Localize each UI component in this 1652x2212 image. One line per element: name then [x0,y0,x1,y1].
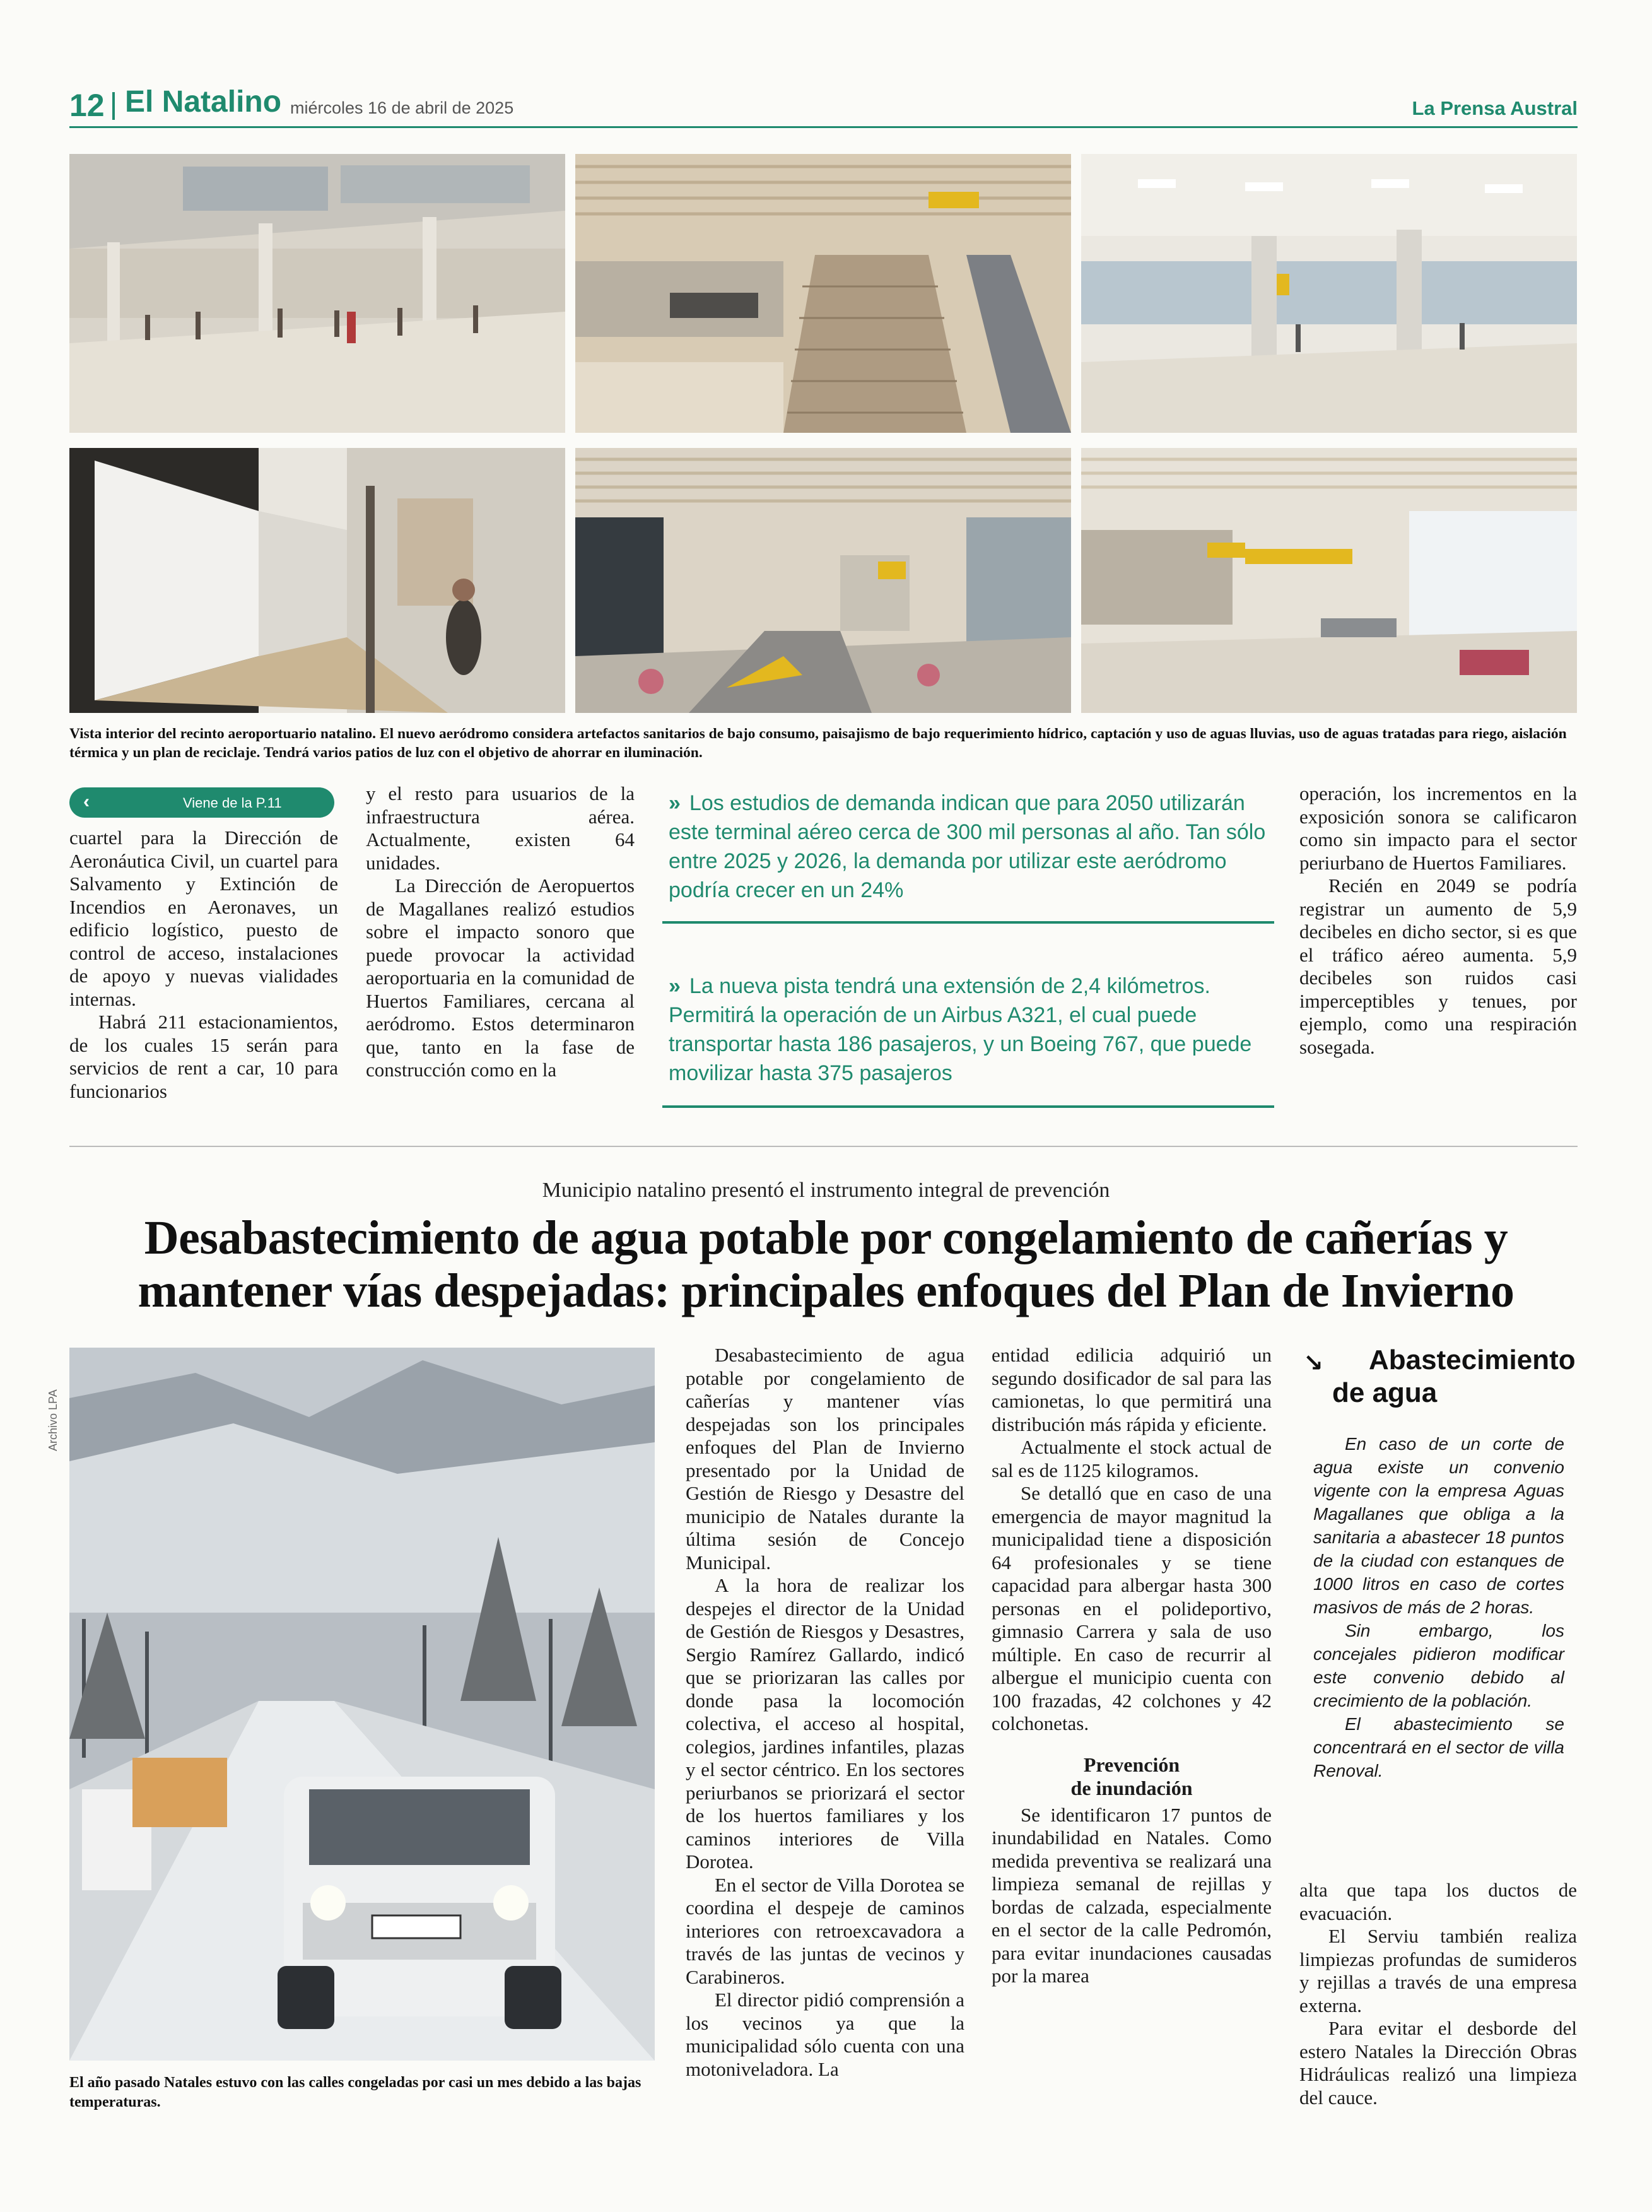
paragraph: Para evitar el desborde del estero Natales la Dirección Obras Hidráulicas realizó una limpieza del cauce. [1299,2017,1577,2109]
continued-col-3 [1299,782,1577,1059]
continued-from-badge[interactable] [69,787,334,818]
airport-photo-caption: Vista interior del recinto aeroportuario natalino. El nuevo aeródromo considera artefactos sanitarios de bajo consumo, paisajismo de bajo requerimiento hídrico, captación y uso de aguas lluvias, uso de aguas tratadas para riego, aislación térmica y un plan de reciclaje. Tendrá varios patios de luz con el objetivo de ahorrar en iluminación. [69,726,1567,761]
sidebar-title-line: de agua [1332,1377,1438,1408]
issue-date: miércoles 16 de abril de 2025 [290,98,514,117]
article-kicker: Municipio natalino presentó el instrumento integral de prevención [542,1179,1110,1202]
headline-line: Desabastecimiento de agua potable por congelamiento de cañerías y [144,1211,1508,1264]
airport-render-central-hall [575,448,1071,713]
arrow-down-right-icon: ↘ [1303,1349,1323,1377]
quote-divider [662,1105,1274,1108]
sidebar-title [1332,1344,1576,1409]
subheading-flood-prevention [992,1753,1272,1800]
airport-render-gate-area [1081,448,1577,713]
article-separator [69,1146,1578,1147]
pull-quote-text: Los estudios de demanda indican que para 2050 utilizarán este terminal aéreo cerca de 300 mil personas al año. Tan sólo entre 2025 y 2026, la demanda por utilizar este aeródromo podría crecer en un 24% [669,791,1266,902]
paragraph: y el resto para usuarios de la infraestructura aérea. Actualmente, existen 64 unidades. [366,782,635,874]
airport-render-checkin-hall [69,154,565,433]
subheading-line: de inundación [1070,1776,1193,1799]
airport-render-stairs-escalator [575,154,1071,433]
paragraph: La Dirección de Aeropuertos de Magallanes realizó estudios sobre el impacto sonoro que puede provocar la actividad aeroportuaria en la comunidad de Huertos Familiares, cercana al aeródromo. Estos determinaron que, tanto en la fase de construcción como en la [366,874,635,1081]
airport-render-corridor [69,448,565,713]
snow-photo-caption: El año pasado Natales estuvo con las calles congeladas por casi un mes debido a las bajas temperaturas. [69,2074,641,2110]
paragraph: Se detalló que en caso de una emergencia de mayor magnitud la municipalidad tiene a disposición 64 profesionales y se tiene capacidad para albergar hasta 300 personas en el polideportivo, gimnasio Carrera y sala de uso múltiple. En caso de recurrir al albergue el municipio cuenta con 100 frazadas, 42 colchones y 42 colchonetas. [992,1482,1272,1734]
sidebar-body [1313,1432,1564,1782]
paragraph: El abastecimiento se concentrará en el sector de villa Renoval. [1313,1714,1564,1780]
section-name: El Natalino [125,85,282,119]
pull-quote-text: La nueva pista tendrá una extensión de 2,4 kilómetros. Permitirá la operación de un Airbus A321, el cual puede transportar hasta 186 pasajeros, y un Boeing 767, que puede movilizar hasta 375 pasajeros [669,974,1252,1085]
paragraph: En el sector de Villa Dorotea se coordina el despeje de caminos interiores con retroexcavadora a través de las juntas de vecinos y Carabineros. [686,1873,964,1988]
publication-logo: La Prensa Austral [1412,97,1578,119]
airport-render-departure-lounge [1081,154,1577,433]
double-chevron-icon: » [669,791,681,815]
paragraph: Actualmente el stock actual de sal es de 1125 kilogramos. [992,1436,1272,1481]
continued-from-label: Viene de la P.11 [183,795,282,811]
paragraph: Desabastecimiento de agua potable por congelamiento de cañerías y mantener vías despejadas son los principales enfoques del Plan de Invierno presentado por la Unidad de Gestión de Riesgo y Desastre del municipio de Natales durante la última sesión de Concejo Municipal. [686,1344,964,1574]
paragraph: Sin embargo, los concejales pidieron modificar este convenio debido al crecimiento de la población. [1313,1621,1564,1710]
photo-credit: Archivo LPA [47,1389,59,1451]
main-col-1 [686,1344,964,2081]
sidebar-title-line: Abastecimiento [1369,1344,1576,1375]
snowy-street-photo [69,1348,655,2061]
header-rule [69,126,1578,128]
paragraph: En caso de un corte de agua existe un convenio vigente con la empresa Aguas Magallanes que obliga a la sanitaria a abastecer 18 puntos de la ciudad con estanques de 1000 litros en caso de cortes masivos de más de 2 horas. [1313,1434,1564,1617]
main-col-2 [992,1344,1272,1988]
double-chevron-icon: » [669,974,681,998]
main-col-3 [1299,1879,1577,2109]
paragraph: cuartel para la Dirección de Aeronáutica Civil, un cuartel para Salvamento y Extinción de Incendios en Aeronaves, un edificio logístico, puesto de control de acceso, instalaciones de apoyo y nuevas vialidades internas. [69,827,338,1010]
subheading-line: Prevención [1083,1753,1180,1776]
continued-col-1 [69,827,338,1103]
paragraph: El director pidió comprensión a los vecinos ya que la municipalidad sólo cuenta con una motoniveladora. La [686,1989,964,2080]
chevron-left-icon: ‹ [83,791,90,812]
headline-line: mantener vías despejadas: principales enfoques del Plan de Invierno [138,1264,1514,1317]
page-number: 12 [69,88,105,123]
continued-col-2 [366,782,635,1082]
paragraph: entidad edilicia adquirió un segundo dosificador de sal para las camionetas, lo que permitirá una distribución más rápida y eficiente. [992,1344,1272,1435]
quote-divider [662,921,1274,924]
paragraph: operación, los incrementos en la exposición sonora se calificaron como sin impacto para el sector periurbano de Huertos Familiares. [1299,782,1577,874]
header-divider [112,92,115,120]
pull-quote-runway [669,972,1274,1088]
paragraph: El Serviu también realiza limpiezas profundas de sumideros y rejillas a través de una empresa externa. [1299,1925,1577,2016]
article-headline [0,1211,1652,1317]
paragraph: alta que tapa los ductos de evacuación. [1299,1879,1577,1924]
paragraph: Habrá 211 estacionamientos, de los cuales 15 serán para servicios de rent a car, 10 para funcionarios [69,1011,338,1102]
pull-quote-demand [669,789,1274,905]
paragraph: A la hora de realizar los despejes el director de la Unidad de Gestión de Riesgos y Desastres, Sergio Ramírez Gallardo, indicó que se priorizaran las calles por donde pasa la locomoción colectiva, el acceso al hospital, colegios, jardines infantiles, plazas y el sector céntrico. En los sectores periurbanos se priorizará el sector de los huertos familiares y los caminos interiores de Villa Dorotea. [686,1574,964,1873]
paragraph: Recién en 2049 se podría registrar un aumento de 5,9 decibeles en dicho sector, si es que el tráfico aéreo aumenta. 5,9 decibeles son ruidos casi imperceptibles y tenues, por ejemplo, como una respiración sosegada. [1299,874,1577,1058]
paragraph: Se identificaron 17 puntos de inundabilidad en Natales. Como medida preventiva se realizará una limpieza semanal de rejillas y bordas de calzada, especialmente en el sector de la calle Pedromón, para evitar inundaciones causadas por la marea [992,1803,1272,1987]
